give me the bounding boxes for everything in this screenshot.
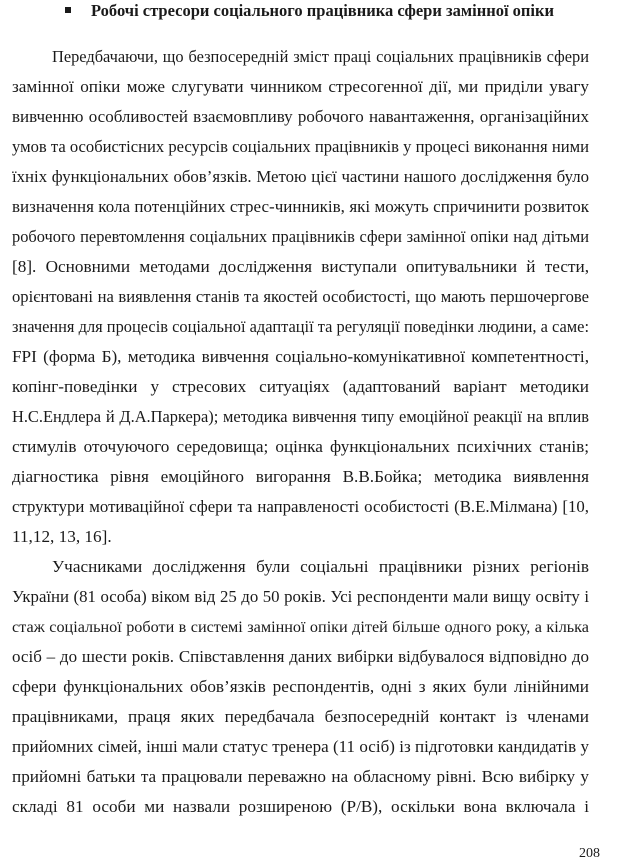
text-line: прийомних сімей, інші мали статус тренера (11 осіб) із підготовки кандидатів у [12, 737, 589, 756]
section-heading-text: Робочі стресори соціального працівника сфери замінної опіки [91, 1, 555, 20]
text-line: орієнтовані на виявлення станів та якостей особистості, що мають першочергове [12, 287, 589, 306]
text-line: складі 81 особи ми назвали розширеною (Р/В), оскільки вона включала і [12, 797, 589, 816]
text-line: умов та особистісних ресурсів соціальних працівників у процесі виконання ними [12, 137, 589, 156]
text-line: Передбачаючи, що безпосередній зміст праці соціальних працівників сфери [52, 47, 589, 66]
text-line: України (81 особа) віком від 25 до 50 років. Усі респонденти мали вищу освіту і [12, 587, 589, 606]
text-line: діагностика рівня емоційного вигорання В.В.Бойка; методика виявлення [12, 467, 589, 486]
bullet-square-icon [65, 7, 71, 13]
section-heading [65, 0, 605, 22]
text-line: [8]. Основними методами дослідження виступали опитувальники й тести, [12, 257, 589, 276]
page-number: 208 [579, 846, 600, 861]
text-line: прийомні батьки та працювали переважно на обласному рівні. Всю вибірку у [12, 767, 589, 786]
text-line: копінг-поведінки у стресових ситуаціях (адаптований варіант методики [12, 377, 589, 396]
text-line: FPI (форма Б), методика вивчення соціально-комунікативної компетентності, [12, 347, 589, 366]
text-line: 11,12, 13, 16]. [12, 527, 112, 546]
text-line: стаж соціальної роботи в системі замінної опіки дітей більше одного року, а кілька [12, 618, 589, 636]
text-line: працівниками, праця яких передбачала безпосередній контакт із членами [12, 707, 589, 726]
text-line: визначення кола потенційних стрес-чинників, які можуть спричинити розвиток [12, 197, 589, 216]
text-line: робочого перевтомлення соціальних працівників сфери замінної опіки над дітьми [12, 227, 589, 246]
text-line: осіб – до шести років. Співставлення даних вибірки відбувалося відповідно до [12, 647, 589, 666]
text-line: структури мотиваційної сфери та направленості особистості (В.Е.Мілмана) [10, [12, 497, 589, 516]
text-line: замінної опіки може слугувати чинником стресогенної дії, ми приділи увагу [12, 77, 589, 96]
text-line: Н.С.Ендлера й Д.А.Паркера); методика вивчення типу емоційної реакції на вплив [12, 407, 589, 426]
text-line: Учасниками дослідження були соціальні працівники різних регіонів [52, 557, 589, 576]
text-line: вивченню особливостей взаємовпливу робочого навантаження, організаційних [12, 107, 589, 126]
text-line: стимулів оточуючого середовища; оцінка функціональних психічних станів; [12, 437, 589, 456]
text-line: їхніх функціональних обов’язків. Метою цієї частини нашого дослідження було [12, 167, 589, 186]
text-line: сфери функціональних обов’язків респондентів, одні з яких були лінійними [12, 677, 589, 696]
text-line: значення для процесів соціальної адаптації та регуляції поведінки людини, а саме: [12, 317, 589, 336]
